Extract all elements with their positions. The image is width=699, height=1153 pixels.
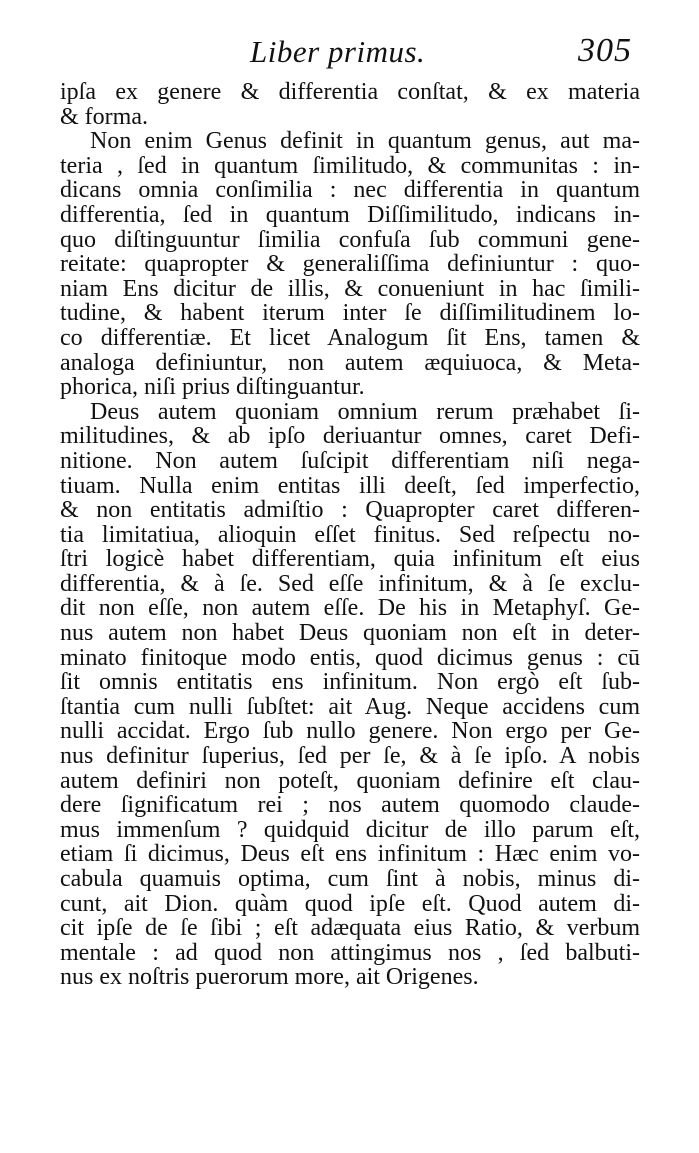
text-line: cit ipſe de ſe ſibi ; eſt adæquata eius Ratio, & verbum [60, 915, 640, 942]
text-line: & forma. [60, 103, 148, 130]
text-line: cabula quamuis optima, cum ſint à nobis, minus di- [60, 866, 640, 892]
text-line: nus definitur ſuperius, ſed per ſe, & à ſe ipſo. A nobis [60, 743, 640, 770]
text-line: Non enim Genus definit in quantum genus, aut ma- [90, 128, 640, 155]
text-line: ipſa ex genere & differentia conſtat, & ex materia [60, 79, 640, 105]
running-head-title: Liber primus. [250, 34, 426, 69]
text-line: mentale : ad quod non attingimus nos , ſed balbuti- [60, 939, 640, 966]
text-line: & non entitatis admiſtio : Quapropter caret differen- [60, 497, 640, 524]
text-line: tiuam. Nulla enim entitas illi deeſt, ſed imperfectio, [60, 472, 640, 499]
text-line: co differentiæ. Et licet Analogum ſit Ens, tamen & [60, 324, 640, 351]
text-line: dicans omnia conſimilia : nec differentia in quantum [60, 177, 640, 204]
text-line: minato finitoque modo entis, quod dicimus genus : cū [60, 644, 640, 671]
text-line: ſtri logicè habet differentiam, quia infinitum eſt eius [60, 546, 640, 573]
text-line: tia limitatiua, alioquin eſſet finitus. Sed reſpectu no- [60, 521, 640, 548]
running-head [60, 30, 640, 76]
text-line: analoga definiuntur, non autem æquiuoca, & Meta- [60, 349, 640, 376]
text-line: niam Ens dicitur de illis, & conueniunt in hac ſimili- [60, 275, 640, 302]
text-line: differentia, ſed in quantum Diſſimilitudo, indicans in- [60, 201, 640, 228]
text-line: nitione. Non autem ſuſcipit differentiam niſi nega- [60, 447, 640, 474]
text-line: militudines, & ab ipſo deriuantur omnes, caret Defi- [60, 423, 640, 450]
text-line: nulli accidat. Ergo ſub nullo genere. Non ergo per Ge- [60, 718, 640, 745]
text-line: phorica, niſi prius diſtinguantur. [60, 374, 365, 401]
text-line: reitate: quapropter & generaliſſima definiuntur : quo- [60, 251, 640, 278]
text-line: tudine, & habent iterum inter ſe diſſimilitudinem lo- [60, 300, 640, 327]
text-line: cunt, ait Dion. quàm quod ipſe eſt. Quod autem di- [60, 890, 640, 917]
text-line: quo diſtinguuntur ſimilia confuſa ſub communi gene- [60, 226, 640, 253]
page-number: 305 [578, 32, 632, 69]
text-line: dit non eſſe, non autem eſſe. De his in Metaphyſ. Ge- [60, 595, 640, 622]
text-line: ſit omnis entitatis ens infinitum. Non ergò eſt ſub- [60, 669, 640, 696]
text-line: etiam ſi dicimus, Deus eſt ens infinitum : Hæc enim vo- [60, 841, 640, 868]
text-line: teria , ſed in quantum ſimilitudo, & communitas : in- [60, 152, 640, 179]
text-line: differentia, & à ſe. Sed eſſe infinitum, & à ſe exclu- [60, 570, 640, 597]
text-line: dere ſignificatum rei ; nos autem quomodo claude- [60, 792, 640, 819]
text-line: nus ex noſtris puerorum more, ait Origenes. [60, 964, 479, 991]
body-text [60, 80, 640, 990]
text-line: Deus autem quoniam omnium rerum præhabet ſi- [90, 398, 640, 425]
text-line: ſtantia cum nulli ſubſtet: ait Aug. Neque accidens cum [60, 693, 640, 720]
text-line: nus autem non habet Deus quoniam non eſt in deter- [60, 620, 640, 647]
text-line: mus immenſum ? quidquid dicitur de illo parum eſt, [60, 816, 640, 843]
text-line: autem definiri non poteſt, quoniam definire eſt clau- [60, 767, 640, 794]
